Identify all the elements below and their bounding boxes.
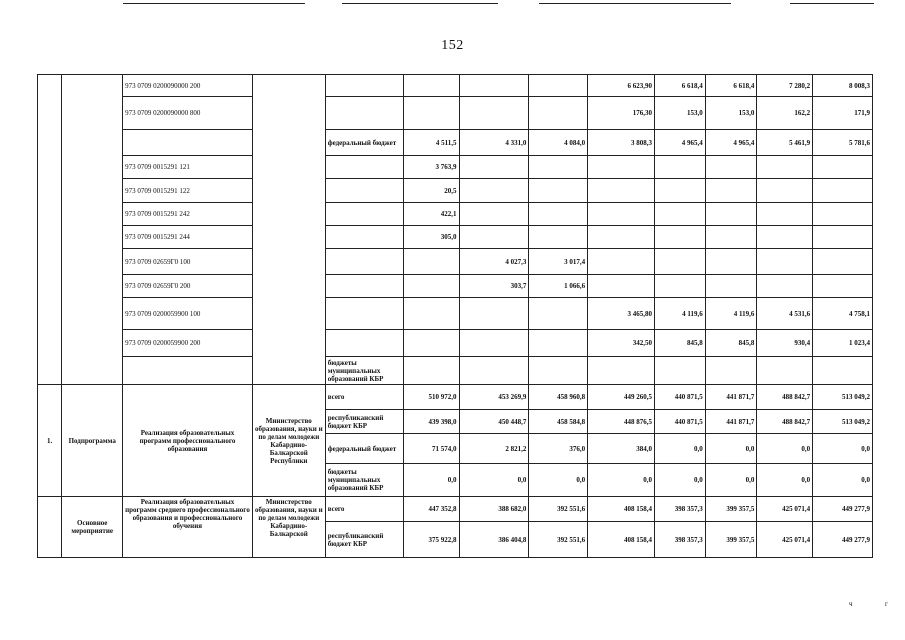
value-cell: 1 023,4 [813, 330, 873, 357]
value-cell: 376,0 [529, 434, 588, 464]
value-cell [588, 357, 655, 385]
footer-mark-left: ч [849, 600, 853, 608]
value-cell [757, 275, 813, 298]
value-cell [813, 249, 873, 275]
value-cell: 449 260,5 [588, 385, 655, 410]
value-cell: 4 331,0 [459, 130, 529, 156]
value-cell [705, 357, 757, 385]
value-cell [813, 203, 873, 226]
value-cell [705, 249, 757, 275]
value-cell: 4 119,6 [655, 298, 706, 330]
table-row [38, 330, 873, 357]
value-cell [529, 179, 588, 203]
value-cell [588, 226, 655, 249]
value-cell: 4 758,1 [813, 298, 873, 330]
value-cell [529, 156, 588, 179]
value-cell [403, 249, 459, 275]
value-cell [403, 75, 459, 97]
funding-source [325, 275, 403, 298]
budget-code: 973 0709 0015291 244 [123, 226, 253, 249]
value-cell: 4 965,4 [655, 130, 706, 156]
value-cell [588, 156, 655, 179]
value-cell: 4 119,6 [705, 298, 757, 330]
table-row [38, 298, 873, 330]
table-row [38, 497, 873, 522]
value-cell [529, 97, 588, 130]
value-cell: 3 808,3 [588, 130, 655, 156]
value-cell: 441 871,7 [705, 385, 757, 410]
budget-code [123, 130, 253, 156]
value-cell: 7 280,2 [757, 75, 813, 97]
funding-source [325, 330, 403, 357]
value-cell: 305,0 [403, 226, 459, 249]
value-cell [529, 226, 588, 249]
value-cell [459, 75, 529, 97]
main-event-type: Основное мероприятие [62, 497, 123, 558]
value-cell: 447 352,8 [403, 497, 459, 522]
funding-source [325, 203, 403, 226]
value-cell: 510 972,0 [403, 385, 459, 410]
value-cell [655, 357, 706, 385]
value-cell [403, 275, 459, 298]
value-cell: 6 623,90 [588, 75, 655, 97]
value-cell: 488 842,7 [757, 410, 813, 434]
value-cell [529, 330, 588, 357]
funding-source: всего [325, 385, 403, 410]
table-row [38, 357, 873, 385]
value-cell: 440 871,5 [655, 385, 706, 410]
value-cell: 0,0 [705, 464, 757, 497]
value-cell: 513 049,2 [813, 410, 873, 434]
value-cell [588, 249, 655, 275]
value-cell [588, 203, 655, 226]
value-cell: 392 551,6 [529, 497, 588, 522]
value-cell [459, 226, 529, 249]
value-cell: 399 357,5 [705, 497, 757, 522]
value-cell: 388 682,0 [459, 497, 529, 522]
value-cell: 453 269,9 [459, 385, 529, 410]
value-cell: 0,0 [757, 464, 813, 497]
value-cell [588, 179, 655, 203]
value-cell [655, 156, 706, 179]
value-cell: 0,0 [459, 464, 529, 497]
budget-code: 973 0709 02659Г0 200 [123, 275, 253, 298]
value-cell: 845,8 [655, 330, 706, 357]
value-cell: 4 027,3 [459, 249, 529, 275]
value-cell: 3 763,9 [403, 156, 459, 179]
value-cell [655, 226, 706, 249]
value-cell: 450 448,7 [459, 410, 529, 434]
value-cell: 375 922,8 [403, 522, 459, 558]
table-row [38, 156, 873, 179]
funding-source [325, 75, 403, 97]
value-cell: 0,0 [588, 464, 655, 497]
value-cell: 0,0 [529, 464, 588, 497]
funding-source: бюджеты муниципальных образований КБР [325, 357, 403, 385]
value-cell: 162,2 [757, 97, 813, 130]
subprogram-name: Реализация образовательных программ профессионального образования [123, 385, 253, 497]
value-cell: 449 277,9 [813, 497, 873, 522]
funding-source [325, 156, 403, 179]
value-cell [403, 330, 459, 357]
funding-source [325, 97, 403, 130]
funding-source: федеральный бюджет [325, 434, 403, 464]
footer-mark-right: г [885, 600, 888, 608]
budget-code: 973 0709 0200090000 800 [123, 97, 253, 130]
table-row [38, 97, 873, 130]
funding-source [325, 226, 403, 249]
funding-source [325, 298, 403, 330]
value-cell [529, 203, 588, 226]
table-row [38, 203, 873, 226]
funding-source: федеральный бюджет [325, 130, 403, 156]
header-rule-3 [539, 3, 731, 4]
value-cell: 425 071,4 [757, 497, 813, 522]
subprogram-type: Подпрограмма [62, 385, 123, 497]
header-rule-1 [123, 3, 305, 4]
value-cell [757, 249, 813, 275]
value-cell [757, 203, 813, 226]
value-cell: 4 965,4 [705, 130, 757, 156]
budget-code: 973 0709 0200059900 200 [123, 330, 253, 357]
value-cell [459, 298, 529, 330]
value-cell: 398 357,3 [655, 522, 706, 558]
value-cell: 1 066,6 [529, 275, 588, 298]
table-row [38, 385, 873, 410]
value-cell: 342,50 [588, 330, 655, 357]
value-cell [757, 226, 813, 249]
value-cell: 422,1 [403, 203, 459, 226]
subprogram-number: 1. [38, 385, 62, 497]
value-cell: 3 465,80 [588, 298, 655, 330]
value-cell: 4 084,0 [529, 130, 588, 156]
value-cell: 408 158,4 [588, 522, 655, 558]
value-cell: 3 017,4 [529, 249, 588, 275]
page-number: 152 [441, 38, 464, 53]
value-cell [813, 357, 873, 385]
value-cell [705, 203, 757, 226]
value-cell: 0,0 [757, 434, 813, 464]
table-row [38, 130, 873, 156]
value-cell: 488 842,7 [757, 385, 813, 410]
value-cell [403, 357, 459, 385]
funding-source: бюджеты муниципальных образований КБР [325, 464, 403, 497]
value-cell [705, 275, 757, 298]
header-rule-2 [342, 3, 498, 4]
value-cell: 398 357,3 [655, 497, 706, 522]
value-cell: 303,7 [459, 275, 529, 298]
value-cell: 20,5 [403, 179, 459, 203]
main-event-name: Реализация образовательных программ среднего профессионального образования и профессионального обучения [123, 497, 253, 558]
table-row [38, 275, 873, 298]
value-cell [655, 203, 706, 226]
value-cell: 176,30 [588, 97, 655, 130]
budget-code: 973 0709 0015291 242 [123, 203, 253, 226]
subprogram-executor: Министерство образования, науки и по делам молодежи Кабардино-Балкарской Республики [252, 385, 325, 497]
table-row [38, 249, 873, 275]
value-cell [588, 275, 655, 298]
table-row [38, 179, 873, 203]
value-cell [459, 357, 529, 385]
value-cell: 153,0 [655, 97, 706, 130]
value-cell [757, 179, 813, 203]
value-cell: 845,8 [705, 330, 757, 357]
value-cell: 384,0 [588, 434, 655, 464]
value-cell: 0,0 [705, 434, 757, 464]
value-cell [757, 357, 813, 385]
value-cell [655, 249, 706, 275]
value-cell [705, 156, 757, 179]
value-cell: 392 551,6 [529, 522, 588, 558]
cell-num [38, 75, 62, 385]
value-cell [655, 179, 706, 203]
table-row [38, 226, 873, 249]
value-cell [813, 226, 873, 249]
value-cell [459, 156, 529, 179]
budget-code: 973 0709 02659Г0 100 [123, 249, 253, 275]
value-cell: 4 531,6 [757, 298, 813, 330]
value-cell: 71 574,0 [403, 434, 459, 464]
value-cell: 408 158,4 [588, 497, 655, 522]
value-cell [529, 298, 588, 330]
main-event-executor: Министерство образования, науки и по делам молодежи Кабардино-Балкарской [252, 497, 325, 558]
value-cell: 0,0 [813, 434, 873, 464]
value-cell [705, 179, 757, 203]
value-cell: 930,4 [757, 330, 813, 357]
budget-code: 973 0709 0015291 122 [123, 179, 253, 203]
value-cell [813, 275, 873, 298]
value-cell: 8 008,3 [813, 75, 873, 97]
value-cell: 0,0 [655, 464, 706, 497]
funding-source: республиканский бюджет КБР [325, 522, 403, 558]
header-rule-4 [790, 3, 874, 4]
value-cell: 4 511,5 [403, 130, 459, 156]
value-cell: 440 871,5 [655, 410, 706, 434]
value-cell: 441 871,7 [705, 410, 757, 434]
cell-executor [252, 75, 325, 385]
value-cell: 513 049,2 [813, 385, 873, 410]
value-cell [655, 275, 706, 298]
main-event-number [38, 497, 62, 558]
funding-source [325, 179, 403, 203]
value-cell [813, 156, 873, 179]
value-cell [813, 179, 873, 203]
value-cell: 171,9 [813, 97, 873, 130]
value-cell: 425 071,4 [757, 522, 813, 558]
value-cell: 6 618,4 [705, 75, 757, 97]
value-cell: 0,0 [403, 464, 459, 497]
value-cell: 439 398,0 [403, 410, 459, 434]
value-cell: 0,0 [813, 464, 873, 497]
value-cell [529, 75, 588, 97]
value-cell [459, 330, 529, 357]
funding-source: республиканский бюджет КБР [325, 410, 403, 434]
budget-table [37, 74, 873, 558]
funding-source [325, 249, 403, 275]
value-cell [459, 97, 529, 130]
budget-code: 973 0709 0200059900 100 [123, 298, 253, 330]
budget-code: 973 0709 0200090000 200 [123, 75, 253, 97]
value-cell: 2 821,2 [459, 434, 529, 464]
funding-source: всего [325, 497, 403, 522]
cell-type [62, 75, 123, 385]
value-cell [403, 298, 459, 330]
table-row [38, 75, 873, 97]
value-cell: 386 404,8 [459, 522, 529, 558]
value-cell: 5 781,6 [813, 130, 873, 156]
budget-code: 973 0709 0015291 121 [123, 156, 253, 179]
value-cell: 449 277,9 [813, 522, 873, 558]
value-cell [529, 357, 588, 385]
budget-code [123, 357, 253, 385]
value-cell: 0,0 [655, 434, 706, 464]
value-cell [403, 97, 459, 130]
value-cell [757, 156, 813, 179]
value-cell [459, 203, 529, 226]
value-cell: 153,0 [705, 97, 757, 130]
value-cell: 458 584,8 [529, 410, 588, 434]
value-cell: 458 960,8 [529, 385, 588, 410]
value-cell: 6 618,4 [655, 75, 706, 97]
value-cell [705, 226, 757, 249]
value-cell [459, 179, 529, 203]
value-cell: 399 357,5 [705, 522, 757, 558]
value-cell: 5 461,9 [757, 130, 813, 156]
value-cell: 448 876,5 [588, 410, 655, 434]
